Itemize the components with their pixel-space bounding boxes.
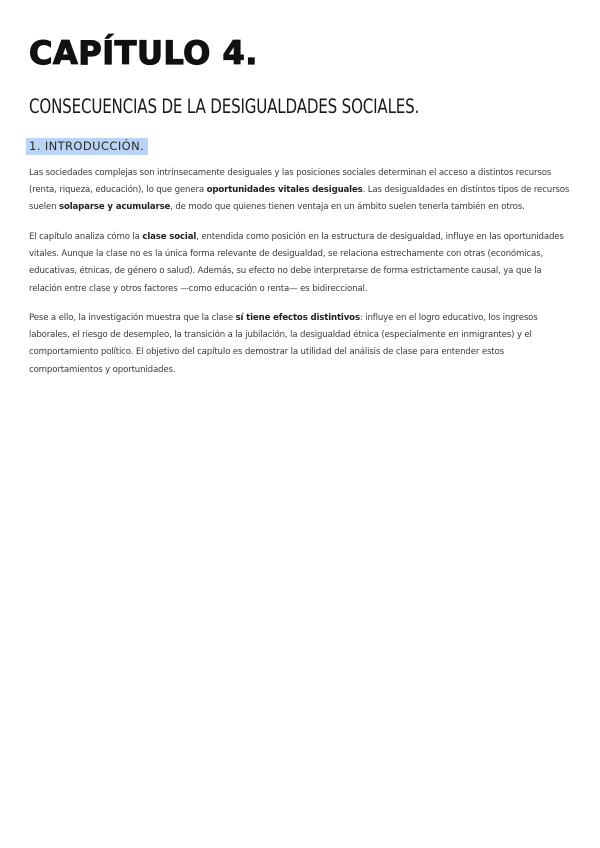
bold-term: oportunidades vitales desiguales xyxy=(206,185,363,196)
paragraph-text: : influye en el logro educativo, los ingresos laborales, el riesgo de desempleo, la transición a la jubilación, la desigualdad étnica (especialmente en inmigrantes) y el comportamiento político. El objetivo del capítulo es demostrar la utilidad del análisis de clase para entender estos comportamientos y oportunidades. xyxy=(29,313,538,375)
paragraph-text: , entendida como posición en la estructura de desigualdad, influye en las oportunidades vitales. Aunque la clase no es la única forma relevante de desigualdad, se relaciona estrechamente con otras (económicas, educativas, étnicas, de género o salud). Además, su efecto no debe interpretarse de forma estrictamente causal, ya que la relación entre clase y otros factores —como educación o renta— es bidireccional. xyxy=(29,232,564,294)
bold-term: clase social xyxy=(142,232,197,242)
paragraph-3 xyxy=(29,310,574,379)
chapter-title: CAPÍTULO 4. xyxy=(29,34,258,72)
bold-term: solaparse y acumularse xyxy=(59,202,171,213)
paragraph-2 xyxy=(29,229,574,298)
paragraph-text: , de modo que quienes tienen ventaja en un ámbito suelen tenerla también en otros. xyxy=(170,202,525,213)
bold-term: sí tiene efectos distintivos xyxy=(235,313,360,323)
subsection-heading: 1. INTRODUCCIÓN. xyxy=(26,138,148,155)
paragraph-text: Las sociedades complejas son intrínsecamente desiguales y las posiciones sociales determinan el acceso a distintos recursos (renta, riqueza, educación), lo que genera xyxy=(29,168,552,196)
section-title: CONSECUENCIAS DE LA DESIGUALDADES SOCIALES. xyxy=(29,95,420,118)
paragraph-text: . Las desigualdades en distintos tipos de recursos suelen xyxy=(29,185,570,213)
paragraph-text: El capítulo analiza cómo la xyxy=(29,232,143,242)
paragraph-text: Pese a ello, la investigación muestra que la clase xyxy=(29,313,236,323)
paragraph-1 xyxy=(29,165,574,217)
